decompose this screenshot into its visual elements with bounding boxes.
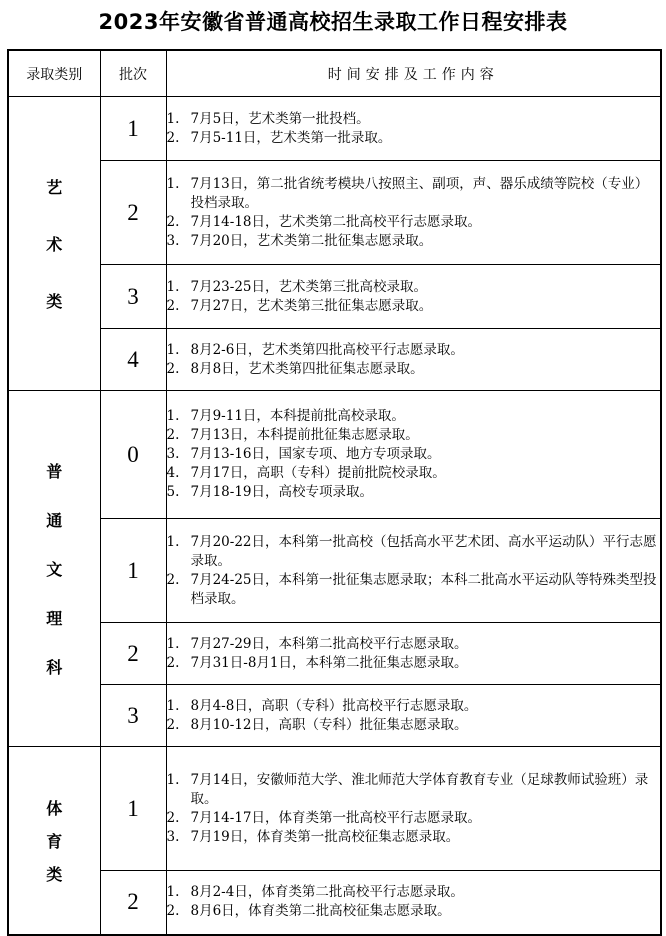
header-row xyxy=(8,50,661,97)
batch-cell: 1 xyxy=(100,97,166,161)
category-char: 科 xyxy=(46,658,63,677)
item-number: 3. xyxy=(166,446,180,462)
item-number: 1. xyxy=(166,278,180,295)
category-char: 术 xyxy=(46,235,63,254)
schedule-item xyxy=(167,278,661,297)
schedule-item xyxy=(167,635,661,654)
item-text: 8月4-8日，高职（专科）批高校平行志愿录取。 xyxy=(190,697,478,714)
table-row xyxy=(8,161,661,265)
schedule-item xyxy=(167,297,661,316)
item-number: 5. xyxy=(166,484,180,500)
schedule-items-cell xyxy=(166,391,661,519)
item-text: 8月2-4日，体育类第二批高校平行志愿录取。 xyxy=(190,884,464,901)
schedule-item xyxy=(167,341,661,360)
schedule-item xyxy=(167,654,661,673)
schedule-body xyxy=(8,97,661,935)
batch-cell: 3 xyxy=(100,265,166,329)
category-char: 艺 xyxy=(46,178,63,197)
item-number: 2. xyxy=(166,654,180,671)
batch-cell: 1 xyxy=(100,747,166,871)
schedule-item xyxy=(167,533,661,571)
item-text: 7月13日，本科提前批征集志愿录取。 xyxy=(190,427,419,443)
item-number: 1. xyxy=(166,175,180,192)
batch-cell: 1 xyxy=(100,519,166,623)
table-row xyxy=(8,97,661,161)
category-cell xyxy=(8,747,100,935)
item-text: 7月9-11日，本科提前批高校录取。 xyxy=(190,408,405,424)
schedule-items-cell xyxy=(166,623,661,685)
batch-cell: 2 xyxy=(100,623,166,685)
category-char: 普 xyxy=(46,462,63,481)
item-number: 1. xyxy=(166,635,180,652)
category-cell xyxy=(8,391,100,747)
schedule-item xyxy=(167,716,661,735)
schedule-items-cell xyxy=(166,747,661,871)
category-char: 育 xyxy=(46,831,63,851)
category-char: 通 xyxy=(46,511,63,530)
item-number: 2. xyxy=(166,809,180,826)
item-text: 7月13日，第二批省统考模块八按照主、副项，声、器乐成绩等院校（专业）投档录取。 xyxy=(190,175,649,211)
schedule-item xyxy=(167,883,661,902)
schedule-items-cell xyxy=(166,97,661,161)
table-row xyxy=(8,391,661,519)
item-text: 7月20日，艺术类第二批征集志愿录取。 xyxy=(190,232,433,249)
item-text: 7月27-29日，本科第二批高校平行志愿录取。 xyxy=(190,635,468,652)
item-text: 7月17日，高职（专科）提前批院校录取。 xyxy=(190,465,446,481)
schedule-item xyxy=(167,426,661,445)
header-batch: 批次 xyxy=(100,50,166,97)
item-text: 8月6日，体育类第二批高校征集志愿录取。 xyxy=(190,903,451,920)
schedule-table xyxy=(7,49,662,936)
schedule-item xyxy=(167,902,661,921)
item-text: 8月8日，艺术类第四批征集志愿录取。 xyxy=(190,360,424,377)
batch-cell: 3 xyxy=(100,685,166,747)
table-row xyxy=(8,623,661,685)
item-text: 7月20-22日，本科第一批高校（包括高水平艺术团、高水平运动队）平行志愿录取。 xyxy=(190,533,657,569)
schedule-item xyxy=(167,809,661,828)
item-number: 3. xyxy=(166,232,180,249)
schedule-item xyxy=(167,571,661,609)
item-text: 7月19日，体育类第一批高校征集志愿录取。 xyxy=(190,828,460,845)
item-number: 1. xyxy=(166,884,180,901)
schedule-item xyxy=(167,828,661,847)
item-number: 2. xyxy=(166,427,180,443)
item-text: 8月10-12日，高职（专科）批征集志愿录取。 xyxy=(190,716,468,733)
header-content: 时间安排及工作内容 xyxy=(166,50,661,97)
schedule-items-cell xyxy=(166,519,661,623)
item-text: 7月14-18日，艺术类第二批高校平行志愿录取。 xyxy=(190,213,482,230)
item-number: 2. xyxy=(166,360,180,377)
schedule-items-cell xyxy=(166,265,661,329)
table-row xyxy=(8,871,661,935)
schedule-item xyxy=(167,697,661,716)
item-text: 7月14日，安徽师范大学、淮北师范大学体育教育专业（足球教师试验班）录取。 xyxy=(190,771,649,807)
item-number: 2. xyxy=(166,903,180,920)
schedule-items-cell xyxy=(166,871,661,935)
schedule-item xyxy=(167,771,661,809)
item-number: 1. xyxy=(166,408,180,424)
item-number: 4. xyxy=(166,465,180,481)
table-row xyxy=(8,265,661,329)
batch-cell: 4 xyxy=(100,329,166,391)
category-cell xyxy=(8,97,100,391)
item-text: 7月13-16日，国家专项、地方专项录取。 xyxy=(190,446,441,462)
category-char: 体 xyxy=(46,798,63,818)
schedule-items-cell xyxy=(166,329,661,391)
item-number: 1. xyxy=(166,110,180,127)
batch-cell: 2 xyxy=(100,161,166,265)
category-char: 类 xyxy=(46,292,63,311)
item-text: 7月24-25日，本科第一批征集志愿录取；本科二批高水平运动队等特殊类型投档录取。 xyxy=(190,571,657,607)
page-title: 2023年安徽省普通高校招生录取工作日程安排表 xyxy=(98,10,568,34)
category-char: 理 xyxy=(46,609,63,628)
schedule-item xyxy=(167,483,661,502)
schedule-item xyxy=(167,445,661,464)
schedule-items-cell xyxy=(166,685,661,747)
item-text: 7月5-11日，艺术类第一批录取。 xyxy=(190,129,392,146)
category-char: 文 xyxy=(46,560,63,579)
item-number: 2. xyxy=(166,129,180,146)
table-row xyxy=(8,685,661,747)
schedule-item xyxy=(167,464,661,483)
schedule-item xyxy=(167,407,661,426)
item-text: 7月23-25日，艺术类第三批高校录取。 xyxy=(190,278,428,295)
batch-cell: 0 xyxy=(100,391,166,519)
schedule-item xyxy=(167,110,661,129)
table-row xyxy=(8,519,661,623)
item-number: 1. xyxy=(166,341,180,358)
item-number: 2. xyxy=(166,716,180,733)
item-number: 1. xyxy=(166,771,180,788)
item-number: 2. xyxy=(166,213,180,230)
schedule-item xyxy=(167,129,661,148)
item-text: 7月18-19日，高校专项录取。 xyxy=(190,484,374,500)
item-text: 8月2-6日，艺术类第四批高校平行志愿录取。 xyxy=(190,341,464,358)
category-char: 类 xyxy=(46,864,63,884)
schedule-items-cell xyxy=(166,161,661,265)
table-row xyxy=(8,747,661,871)
schedule-item xyxy=(167,213,661,232)
schedule-item xyxy=(167,360,661,379)
item-text: 7月31日-8月1日，本科第二批征集志愿录取。 xyxy=(190,654,468,671)
item-text: 7月14-17日，体育类第一批高校平行志愿录取。 xyxy=(190,809,482,826)
table-row xyxy=(8,329,661,391)
schedule-item xyxy=(167,175,661,213)
item-number: 1. xyxy=(166,533,180,550)
header-category: 录取类别 xyxy=(8,50,100,97)
schedule-item xyxy=(167,232,661,251)
item-number: 2. xyxy=(166,297,180,314)
item-number: 3. xyxy=(166,828,180,845)
item-number: 2. xyxy=(166,571,180,588)
batch-cell: 2 xyxy=(100,871,166,935)
item-number: 1. xyxy=(166,697,180,714)
item-text: 7月5日，艺术类第一批投档。 xyxy=(190,110,370,127)
item-text: 7月27日，艺术类第三批征集志愿录取。 xyxy=(190,297,433,314)
